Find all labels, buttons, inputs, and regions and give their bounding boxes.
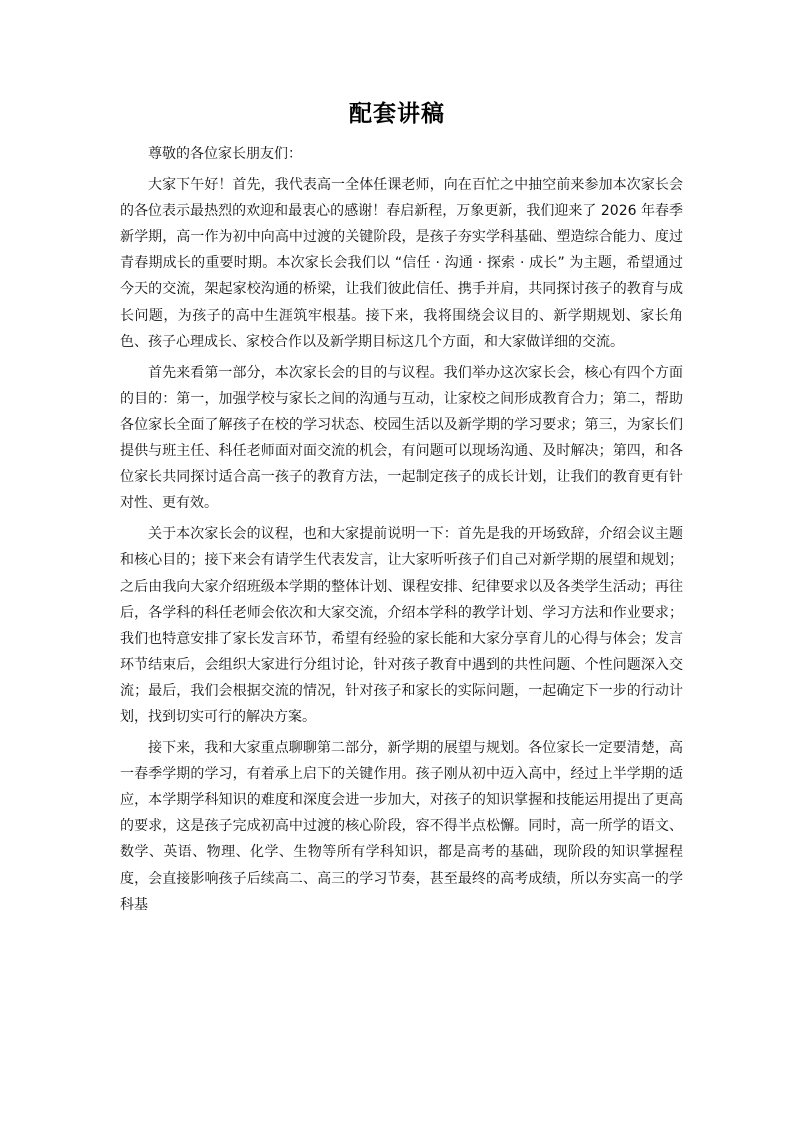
salutation: 尊敬的各位家长朋友们： bbox=[148, 146, 302, 162]
paragraph-purpose: 首先来看第一部分，本次家长会的目的与议程。我们举办这次家长会，核心有四个方面的目的：第一，加强学校与家长之间的沟通与互动，让家校之间形成教育合力；第二，帮助各位家长全面了解孩子在校的学习状态、校园生活以及新学期的学习要求；第三，为家长们提供与班主任、科任老师面对面交流的机会，有问题可以现场沟通、及时解决；第四，和各位家长共同探讨适合高一孩子的教育方法，一起制定孩子的成长计划，让我们的教育更有针对性、更有效。 bbox=[120, 364, 683, 512]
paragraph-opening: 大家下午好！首先，我代表高一全体任课老师，向在百忙之中抽空前来参加本次家长会的各位表示最热烈的欢迎和最衷心的感谢！春启新程，万象更新，我们迎来了 2026 年春季新学期，高一作为初中向高中过渡的关键阶段，是孩子夯实学科基础、塑造综合能力、度过青春期成长的重要时期。本次家长会我们以 “信任 · 沟通 · 探索 · 成长” 为主题，希望通过今天的交流，架起家校沟通的桥梁，让我们彼此信任、携手并肩，共同探讨孩子的教育与成长问题，为孩子的高中生涯筑牢根基。接下来，我将围绕会议目的、新学期规划、家长角色、孩子心理成长、家校合作以及新学期目标这几个方面，和大家做详细的交流。 bbox=[120, 177, 683, 350]
document-title: 配套讲稿 bbox=[349, 100, 445, 127]
paragraph-semester-plan: 接下来，我和大家重点聊聊第二部分，新学期的展望与规划。各位家长一定要清楚，高一春季学期的学习，有着承上启下的关键作用。孩子刚从初中迈入高中，经过上半学期的适应，本学期学科知识的难度和深度会进一步加大，对孩子的知识掌握和技能运用提出了更高的要求，这是孩子完成初高中过渡的核心阶段，容不得半点松懈。同时，高一所学的语文、数学、英语、物理、化学、生物等所有学科知识，都是高考的基础，现阶段的知识掌握程度，会直接影响孩子后续高二、高三的学习节奏，甚至最终的高考成绩，所以夯实高一的学科基 bbox=[120, 740, 683, 913]
document-body bbox=[120, 141, 683, 923]
paragraph-agenda: 关于本次家长会的议程，也和大家提前说明一下：首先是我的开场致辞，介绍会议主题和核心目的；接下来会有请学生代表发言，让大家听听孩子们自己对新学期的展望和规划；之后由我向大家介绍班级本学期的整体计划、课程安排、纪律要求以及各类学生活动；再往后，各学科的科任老师会依次和大家交流，介绍本学科的教学计划、学习方法和作业要求；我们也特意安排了家长发言环节，希望有经验的家长能和大家分享育儿的心得与体会；发言环节结束后，会组织大家进行分组讨论，针对孩子教育中遇到的共性问题、个性问题深入交流；最后，我们会根据交流的情况，针对孩子和家长的实际问题，一起确定下一步的行动计划，找到切实可行的解决方案。 bbox=[120, 526, 683, 725]
